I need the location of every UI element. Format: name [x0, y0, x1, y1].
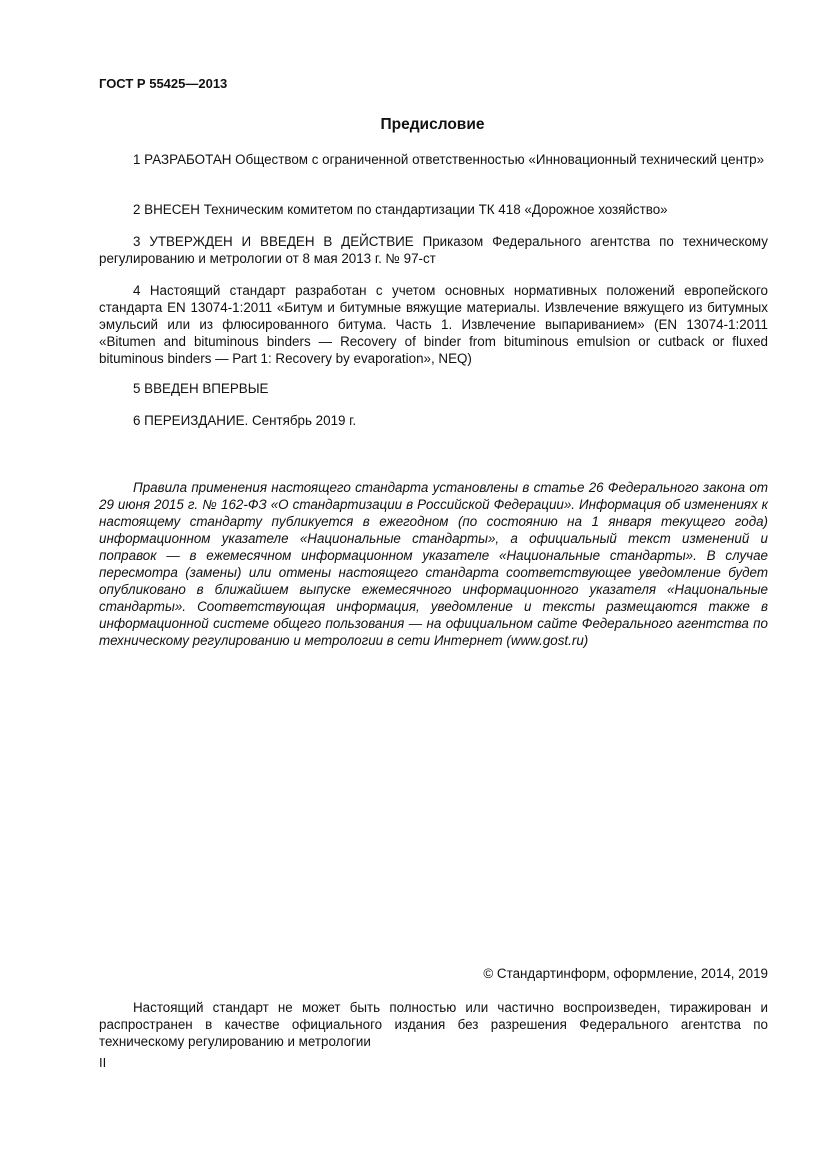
foreword-item-2: 2 ВНЕСЕН Техническим комитетом по стандартизации ТК 418 «Дорожное хозяйство» — [133, 202, 668, 217]
document-code: ГОСТ Р 55425—2013 — [99, 76, 228, 91]
foreword-item-1: 1 РАЗРАБОТАН Обществом с ограниченной ответственностью «Инновационный технический центр» — [133, 152, 765, 167]
foreword-item-6: 6 ПЕРЕИЗДАНИЕ. Сентябрь 2019 г. — [133, 413, 357, 428]
foreword-item-4: 4 Настоящий стандарт разработан с учетом основных нормативных положений европейского стандарта EN 13074-1:2011 «Битум и битумные вяжущие материалы. Извлечение вяжущего из битумных эмульсий или из флюсированного битума. Часть 1. Извлечение выпариванием» (EN 13074-1:2011 «Bitumen and bituminous binders — Recovery of binder from bituminous emulsion or cutback or fluxed bituminous binders — Part 1: Recovery by evaporation», NEQ) — [99, 283, 768, 366]
foreword-item-3: 3 УТВЕРЖДЕН И ВВЕДЕН В ДЕЙСТВИЕ Приказом Федерального агентства по техническому регулированию и метрологии от 8 мая 2013 г. № 97-ст — [99, 234, 768, 266]
page-number: II — [99, 1055, 107, 1070]
foreword-item-5: 5 ВВЕДЕН ВПЕРВЫЕ — [133, 381, 269, 396]
application-rules-notice: Правила применения настоящего стандарта установлены в статье 26 Федерального закона от 29 июня 2015 г. № 162-ФЗ «О стандартизации в Российской Федерации». Информация об изменениях к настоящему стандарту публикуется в ежегодном (по состоянию на 1 января текущего года) информационном указателе «Национальные стандарты», а официальный текст изменений и поправок — в ежемесячном информационном указателе «Национальные стандарты». В случае пересмотра (замены) или отмены настоящего стандарта соответствующее уведомление будет опубликовано в ближайшем выпуске ежемесячного информационного указателя «Национальные стандарты». Соответствующая информация, уведомление и тексты размещаются также в информационной системе общего пользования — на официальном сайте Федерального агентства по техническому регулированию и метрологии в сети Интернет (www.gost.ru) — [99, 480, 768, 648]
copyright-line: © Стандартинформ, оформление, 2014, 2019 — [483, 966, 768, 981]
reproduction-notice: Настоящий стандарт не может быть полностью или частично воспроизведен, тиражирован и распространен в качестве официального издания без разрешения Федерального агентства по техническому регулированию и метрологии — [99, 1000, 768, 1049]
page-title: Предисловие — [380, 116, 485, 133]
